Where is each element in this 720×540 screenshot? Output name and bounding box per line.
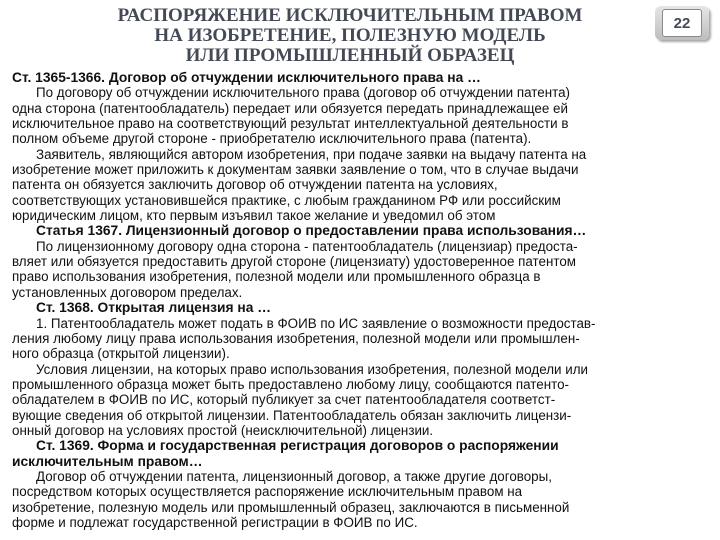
text-line: промышленного образца может быть предоставлено любому лицу, сообщаются патенто- — [12, 376, 570, 392]
article-heading: Ст. 1368. Открытая лицензия на … — [36, 300, 272, 316]
slide-title — [80, 6, 620, 66]
text-line: посредством которых осуществляется распоряжение исключительным правом на — [12, 484, 523, 500]
text-line: форме и подлежат государственной регистрации в ФОИВ по ИС. — [12, 514, 418, 530]
page-number-badge — [655, 6, 709, 40]
text-line: соответствующих установившейся практике, с любым гражданином РФ или российским — [12, 192, 561, 208]
article-heading: исключительным правом… — [12, 453, 203, 469]
text-line: право использования изобретения, полезной модели или промышленного образца в — [12, 269, 541, 285]
text-line: ления любому лицу права использования изобретения, полезной модели или промышлен- — [12, 330, 580, 346]
slide-title-line: НА ИЗОБРЕТЕНИЕ, ПОЛЕЗНУЮ МОДЕЛЬ — [154, 25, 546, 46]
text-line: изобретение, полезную модель или промышленный образец, заключаются в письменной — [12, 499, 570, 515]
text-line: юридическим лицом, кто первым изъявил такое желание и уведомил об этом — [12, 208, 496, 224]
article-heading: Ст. 1369. Форма и государственная регистрация договоров о распоряжении — [36, 438, 559, 454]
text-line: 1. Патентообладатель может подать в ФОИВ по ИС заявление о возможности предостав- — [36, 315, 596, 331]
text-line: По договору об отчуждении исключительного права (договор об отчуждении патента) — [36, 85, 570, 101]
text-line: обладателем в ФОИВ по ИС, который публикует за счет патентообладателя соответст- — [12, 392, 556, 408]
text-line: одна сторона (патентообладатель) передает или обязуется передать принадлежащее ей — [12, 100, 568, 116]
text-line: патента он обязуется заключить договор об отчуждении патента на условиях, — [12, 177, 498, 193]
text-line: полном объеме другой стороне - приобретателю исключительного права (патента). — [12, 131, 532, 147]
text-line: онный договор на условиях простой (неисключительной) лицензии. — [12, 422, 434, 438]
slide-title-line: РАСПОРЯЖЕНИЕ ИСКЛЮЧИТЕЛЬНЫМ ПРАВОМ — [117, 5, 583, 26]
page-number: 22 — [662, 9, 702, 37]
text-line: вляет или обязуется предоставить другой стороне (лицензиату) удостоверенное патентом — [12, 254, 577, 270]
text-line: вующие сведения об открытой лицензии. Патентообладатель обязан заключить лицензи- — [12, 407, 572, 423]
slide-title-line: ИЛИ ПРОМЫШЛЕННЫЙ ОБРАЗЕЦ — [185, 45, 515, 66]
text-line: ного образца (открытой лицензии). — [12, 346, 230, 362]
text-line: Договор об отчуждении патента, лицензионный договор, а также другие договоры, — [36, 468, 552, 484]
text-line: По лицензионному договору одна сторона - патентообладатель (лицензиар) предоста- — [36, 238, 578, 254]
text-line: изобретение может приложить к документам заявки заявление о том, что в случае выдачи — [12, 162, 579, 178]
text-line: исключительное право на соответствующий результат интеллектуальной деятельности в — [12, 116, 569, 132]
text-line: Условия лицензии, на которых право использования изобретения, полезной модели или — [36, 361, 589, 377]
body-text — [12, 70, 712, 530]
article-heading: Статья 1367. Лицензионный договор о предоставлении права использования… — [36, 223, 587, 239]
text-line: установленных договором пределах. — [12, 284, 243, 300]
article-heading: Ст. 1365-1366. Договор об отчуждении исключительного права на … — [12, 70, 481, 85]
text-line: Заявитель, являющийся автором изобретения, при подаче заявки на выдачу патента на — [36, 146, 587, 162]
